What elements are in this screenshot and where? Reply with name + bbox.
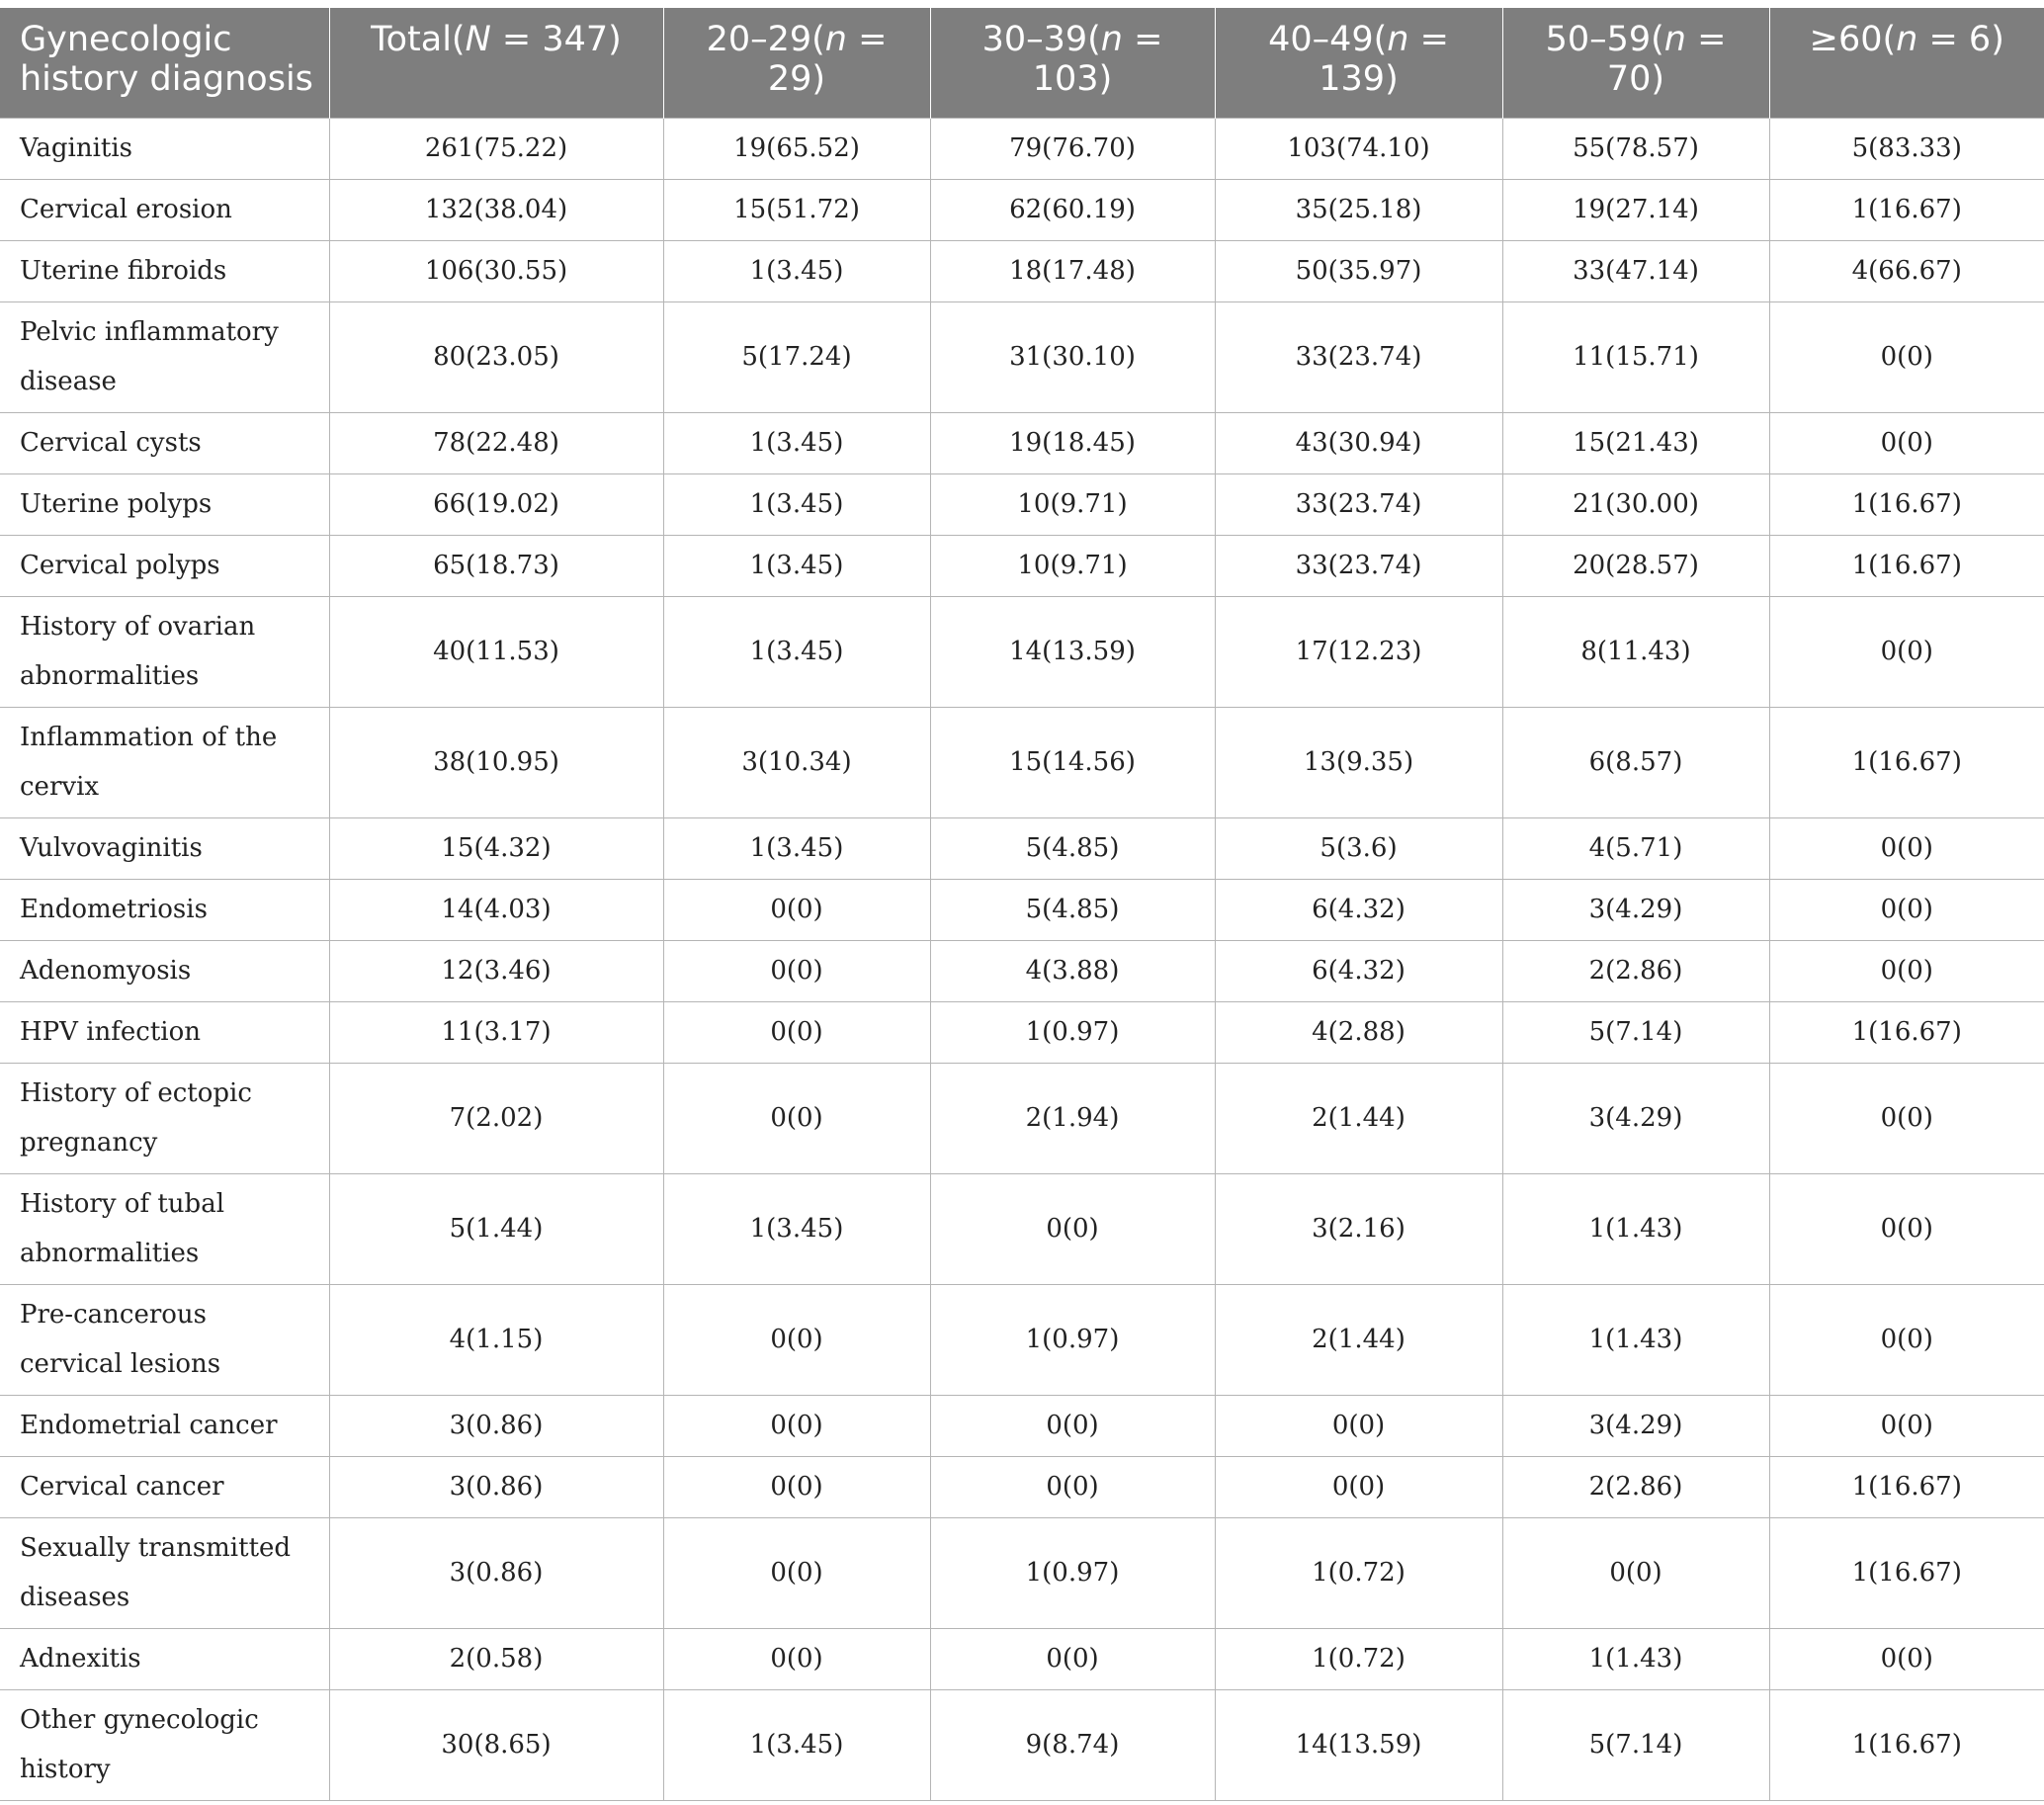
value-cell: 5(4.85) [930,817,1215,879]
diagnosis-cell: Adnexitis [0,1628,329,1689]
value-cell: 19(65.52) [663,118,930,179]
value-cell: 15(14.56) [930,707,1215,817]
value-cell: 3(2.16) [1215,1173,1502,1284]
value-cell: 3(4.29) [1502,879,1769,940]
table-row [0,1628,2044,1689]
column-header-text: 30–39( [981,20,1101,59]
value-cell: 0(0) [1769,1173,2044,1284]
value-cell: 0(0) [1769,412,2044,473]
value-cell: 21(30.00) [1502,473,1769,535]
value-cell: 0(0) [1769,596,2044,707]
table-row [0,596,2044,707]
diagnosis-cell: Adenomyosis [0,940,329,1001]
value-cell: 50(35.97) [1215,240,1502,301]
value-cell: 0(0) [1769,1063,2044,1173]
value-cell: 2(0.58) [329,1628,663,1689]
value-cell: 6(4.32) [1215,940,1502,1001]
table-row [0,1689,2044,1800]
diagnosis-cell: Uterine fibroids [0,240,329,301]
column-header-n-value: = 6) [1917,20,2004,59]
value-cell: 0(0) [930,1456,1215,1517]
value-cell: 0(0) [663,879,930,940]
diagnosis-cell: Uterine polyps [0,473,329,535]
value-cell: 5(4.85) [930,879,1215,940]
column-header-text: Gynecologic history diagnosis [20,20,313,99]
value-cell: 12(3.46) [329,940,663,1001]
value-cell: 2(1.44) [1215,1063,1502,1173]
value-cell: 1(3.45) [663,596,930,707]
value-cell: 1(3.45) [663,240,930,301]
value-cell: 78(22.48) [329,412,663,473]
value-cell: 5(17.24) [663,301,930,412]
value-cell: 103(74.10) [1215,118,1502,179]
table-row [0,301,2044,412]
value-cell: 106(30.55) [329,240,663,301]
value-cell: 1(3.45) [663,1173,930,1284]
value-cell: 0(0) [1769,301,2044,412]
column-header-3 [930,8,1215,118]
value-cell: 33(23.74) [1215,301,1502,412]
value-cell: 62(60.19) [930,179,1215,240]
value-cell: 38(10.95) [329,707,663,817]
value-cell: 0(0) [930,1628,1215,1689]
value-cell: 66(19.02) [329,473,663,535]
value-cell: 40(11.53) [329,596,663,707]
value-cell: 1(16.67) [1769,707,2044,817]
diagnosis-cell: Vulvovaginitis [0,817,329,879]
column-header-5 [1502,8,1769,118]
table-row [0,473,2044,535]
value-cell: 1(1.43) [1502,1173,1769,1284]
value-cell: 55(78.57) [1502,118,1769,179]
value-cell: 4(1.15) [329,1284,663,1395]
value-cell: 2(2.86) [1502,1456,1769,1517]
value-cell: 35(25.18) [1215,179,1502,240]
column-header-n-label: n [1896,20,1918,59]
table-row [0,412,2044,473]
value-cell: 1(0.97) [930,1284,1215,1395]
diagnosis-cell: History of ovarian abnormalities [0,596,329,707]
value-cell: 0(0) [1769,940,2044,1001]
value-cell: 1(0.97) [930,1001,1215,1063]
diagnosis-cell: Cervical cancer [0,1456,329,1517]
value-cell: 1(0.97) [930,1517,1215,1628]
value-cell: 15(51.72) [663,179,930,240]
table-row [0,535,2044,596]
value-cell: 19(27.14) [1502,179,1769,240]
value-cell: 0(0) [663,1456,930,1517]
diagnosis-cell: Pelvic inflammatory disease [0,301,329,412]
value-cell: 3(4.29) [1502,1395,1769,1456]
table-row [0,1284,2044,1395]
diagnosis-cell: HPV infection [0,1001,329,1063]
table-header [0,8,2044,118]
value-cell: 14(13.59) [930,596,1215,707]
value-cell: 4(5.71) [1502,817,1769,879]
value-cell: 3(0.86) [329,1517,663,1628]
diagnosis-cell: Cervical cysts [0,412,329,473]
value-cell: 1(3.45) [663,473,930,535]
value-cell: 4(66.67) [1769,240,2044,301]
value-cell: 1(3.45) [663,817,930,879]
column-header-text: 50–59( [1545,20,1664,59]
column-header-n-label: N [465,20,491,59]
value-cell: 33(23.74) [1215,473,1502,535]
diagnosis-cell: Endometriosis [0,879,329,940]
value-cell: 20(28.57) [1502,535,1769,596]
value-cell: 6(8.57) [1502,707,1769,817]
value-cell: 33(47.14) [1502,240,1769,301]
column-header-n-label: n [1100,20,1123,59]
value-cell: 10(9.71) [930,535,1215,596]
diagnosis-cell: History of tubal abnormalities [0,1173,329,1284]
table-row [0,1063,2044,1173]
column-header-4 [1215,8,1502,118]
column-header-text: 20–29( [706,20,825,59]
column-header-text: ≥60( [1809,20,1897,59]
value-cell: 3(10.34) [663,707,930,817]
value-cell: 4(3.88) [930,940,1215,1001]
value-cell: 0(0) [663,1517,930,1628]
table-row [0,940,2044,1001]
diagnosis-cell: Inflammation of the cervix [0,707,329,817]
table-row [0,879,2044,940]
value-cell: 5(83.33) [1769,118,2044,179]
table-row [0,179,2044,240]
value-cell: 0(0) [663,1001,930,1063]
value-cell: 3(4.29) [1502,1063,1769,1173]
value-cell: 5(1.44) [329,1173,663,1284]
value-cell: 132(38.04) [329,179,663,240]
value-cell: 1(1.43) [1502,1628,1769,1689]
value-cell: 1(1.43) [1502,1284,1769,1395]
value-cell: 30(8.65) [329,1689,663,1800]
value-cell: 7(2.02) [329,1063,663,1173]
value-cell: 1(16.67) [1769,473,2044,535]
value-cell: 0(0) [663,1395,930,1456]
column-header-2 [663,8,930,118]
value-cell: 33(23.74) [1215,535,1502,596]
table-row [0,1395,2044,1456]
column-header-1 [329,8,663,118]
value-cell: 5(3.6) [1215,817,1502,879]
value-cell: 261(75.22) [329,118,663,179]
table-row [0,1173,2044,1284]
value-cell: 1(16.67) [1769,179,2044,240]
diagnosis-cell: Pre-cancerous cervical lesions [0,1284,329,1395]
value-cell: 5(7.14) [1502,1689,1769,1800]
value-cell: 1(3.45) [663,1689,930,1800]
value-cell: 31(30.10) [930,301,1215,412]
value-cell: 0(0) [663,1628,930,1689]
value-cell: 80(23.05) [329,301,663,412]
value-cell: 9(8.74) [930,1689,1215,1800]
table-row [0,707,2044,817]
value-cell: 11(15.71) [1502,301,1769,412]
diagnosis-cell: Other gynecologic history [0,1689,329,1800]
table-body [0,118,2044,1800]
value-cell: 14(13.59) [1215,1689,1502,1800]
value-cell: 1(16.67) [1769,1456,2044,1517]
value-cell: 17(12.23) [1215,596,1502,707]
value-cell: 14(4.03) [329,879,663,940]
value-cell: 0(0) [1215,1395,1502,1456]
value-cell: 1(16.67) [1769,535,2044,596]
column-header-n-value: = 70) [1606,20,1727,99]
column-header-n-label: n [1387,20,1409,59]
table-row [0,118,2044,179]
value-cell: 0(0) [930,1173,1215,1284]
table-container [0,8,2044,1801]
column-header-6 [1769,8,2044,118]
table-row [0,1001,2044,1063]
value-cell: 2(1.44) [1215,1284,1502,1395]
column-header-0 [0,8,329,118]
gynecologic-history-table [0,8,2044,1801]
value-cell: 18(17.48) [930,240,1215,301]
value-cell: 3(0.86) [329,1456,663,1517]
value-cell: 1(16.67) [1769,1517,2044,1628]
column-header-n-label: n [1663,20,1686,59]
value-cell: 8(11.43) [1502,596,1769,707]
value-cell: 0(0) [663,1063,930,1173]
value-cell: 65(18.73) [329,535,663,596]
value-cell: 1(16.67) [1769,1689,2044,1800]
column-header-n-value: = 139) [1319,20,1449,99]
column-header-n-value: = 29) [767,20,888,99]
diagnosis-cell: History of ectopic pregnancy [0,1063,329,1173]
value-cell: 15(4.32) [329,817,663,879]
value-cell: 6(4.32) [1215,879,1502,940]
value-cell: 2(2.86) [1502,940,1769,1001]
table-row [0,817,2044,879]
diagnosis-cell: Cervical polyps [0,535,329,596]
value-cell: 3(0.86) [329,1395,663,1456]
column-header-n-label: n [824,20,847,59]
value-cell: 0(0) [1769,1284,2044,1395]
diagnosis-cell: Endometrial cancer [0,1395,329,1456]
value-cell: 10(9.71) [930,473,1215,535]
table-row [0,240,2044,301]
value-cell: 19(18.45) [930,412,1215,473]
value-cell: 1(0.72) [1215,1517,1502,1628]
column-header-text: 40–49( [1268,20,1388,59]
value-cell: 0(0) [663,1284,930,1395]
diagnosis-cell: Sexually transmitted diseases [0,1517,329,1628]
diagnosis-cell: Cervical erosion [0,179,329,240]
value-cell: 0(0) [1769,817,2044,879]
value-cell: 4(2.88) [1215,1001,1502,1063]
value-cell: 1(3.45) [663,535,930,596]
value-cell: 1(16.67) [1769,1001,2044,1063]
column-header-n-value: = 103) [1032,20,1163,99]
value-cell: 1(0.72) [1215,1628,1502,1689]
value-cell: 13(9.35) [1215,707,1502,817]
table-row [0,1456,2044,1517]
value-cell: 0(0) [930,1395,1215,1456]
value-cell: 15(21.43) [1502,412,1769,473]
column-header-n-value: = 347) [490,20,622,59]
column-header-text: Total( [371,20,466,59]
value-cell: 0(0) [1769,1395,2044,1456]
value-cell: 0(0) [1769,879,2044,940]
value-cell: 2(1.94) [930,1063,1215,1173]
header-row [0,8,2044,118]
value-cell: 0(0) [1215,1456,1502,1517]
value-cell: 0(0) [663,940,930,1001]
table-row [0,1517,2044,1628]
value-cell: 79(76.70) [930,118,1215,179]
value-cell: 5(7.14) [1502,1001,1769,1063]
value-cell: 0(0) [1502,1517,1769,1628]
value-cell: 0(0) [1769,1628,2044,1689]
value-cell: 43(30.94) [1215,412,1502,473]
diagnosis-cell: Vaginitis [0,118,329,179]
value-cell: 1(3.45) [663,412,930,473]
value-cell: 11(3.17) [329,1001,663,1063]
